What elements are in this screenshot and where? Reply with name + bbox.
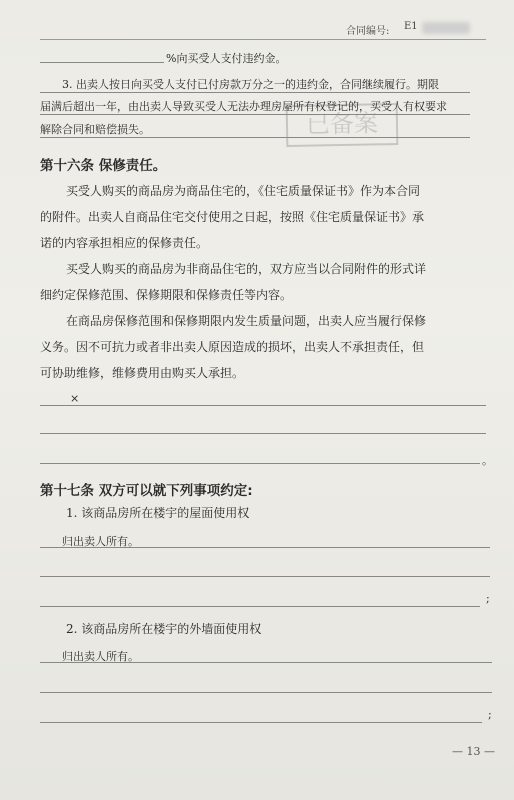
s17-item1-value: 归出卖人所有。: [62, 535, 139, 548]
contract-no-value: E1: [404, 21, 418, 32]
clause-3-line1: 3. 出卖人按日向买受人支付已付房款万分之一的违约金，合同继续履行。期限: [62, 78, 439, 91]
section-16-title: 第十六条 保修责任。: [40, 158, 167, 174]
clause-3-line2: 届满后超出一年，由出卖人导致买受人无法办理房屋所有权登记的，买受人有权要求: [40, 100, 447, 113]
fill-line: [40, 463, 480, 464]
clause-3-line3: 解除合同和赔偿损失。: [40, 123, 150, 136]
s16-p2-line1: 买受人购买的商品房为非商品住宅的，双方应当以合同附件的形式详: [66, 262, 427, 276]
s16-p2-line2: 细约定保修范围、保修期限和保修责任等内容。: [40, 288, 293, 302]
s16-p3-line2: 义务。因不可抗力或者非出卖人原因造成的损坏，出卖人不承担责任，但: [40, 340, 425, 354]
penalty-rate-text: %向买受人支付违约金。: [166, 52, 287, 65]
s16-p3-line3: 可协助维修，维修费用由购买人承担。: [40, 366, 245, 380]
fill-line: [40, 722, 482, 723]
fill-line: [40, 606, 480, 607]
s17-item2-label: 2. 该商品房所在楼宇的外墙面使用权: [66, 622, 262, 636]
s17-item2-end: ;: [488, 708, 492, 721]
fill-line: [40, 692, 492, 693]
fill-line: [40, 62, 164, 63]
s16-p1-line3: 诺的内容承担相应的保修责任。: [40, 236, 209, 250]
s16-p1-line2: 的附件。出卖人自商品住宅交付使用之日起，按照《住宅质量保证书》承: [40, 210, 425, 224]
fill-line: [40, 92, 470, 93]
page-number: — 13 —: [452, 745, 495, 758]
s17-item2-value: 归出卖人所有。: [62, 650, 139, 663]
contract-no-label: 合同编号:: [346, 26, 390, 37]
fill-line: [40, 547, 490, 548]
fill-line: [40, 662, 492, 663]
s16-p3-line1: 在商品房保修范围和保修期限内发生质量问题，出卖人应当履行保修: [66, 314, 427, 328]
filing-stamp: 已备案: [286, 103, 399, 147]
s17-item1-label: 1. 该商品房所在楼宇的屋面使用权: [66, 506, 250, 520]
fill-line: [40, 114, 470, 115]
s16-p1-line1: 买受人购买的商品房为商品住宅的，《住宅质量保证书》作为本合同: [66, 184, 421, 198]
fill-line: [40, 405, 486, 406]
s17-item1-end: ;: [486, 592, 490, 605]
fill-line: [40, 576, 490, 577]
fill-line: [40, 433, 486, 434]
header-rule: [40, 39, 486, 40]
end-mark: 。: [482, 454, 493, 467]
section-17-title: 第十七条 双方可以就下列事项约定:: [40, 483, 253, 499]
cross-mark: ×: [70, 392, 80, 405]
redacted-contract-no: [422, 22, 470, 34]
fill-line: [40, 137, 470, 138]
